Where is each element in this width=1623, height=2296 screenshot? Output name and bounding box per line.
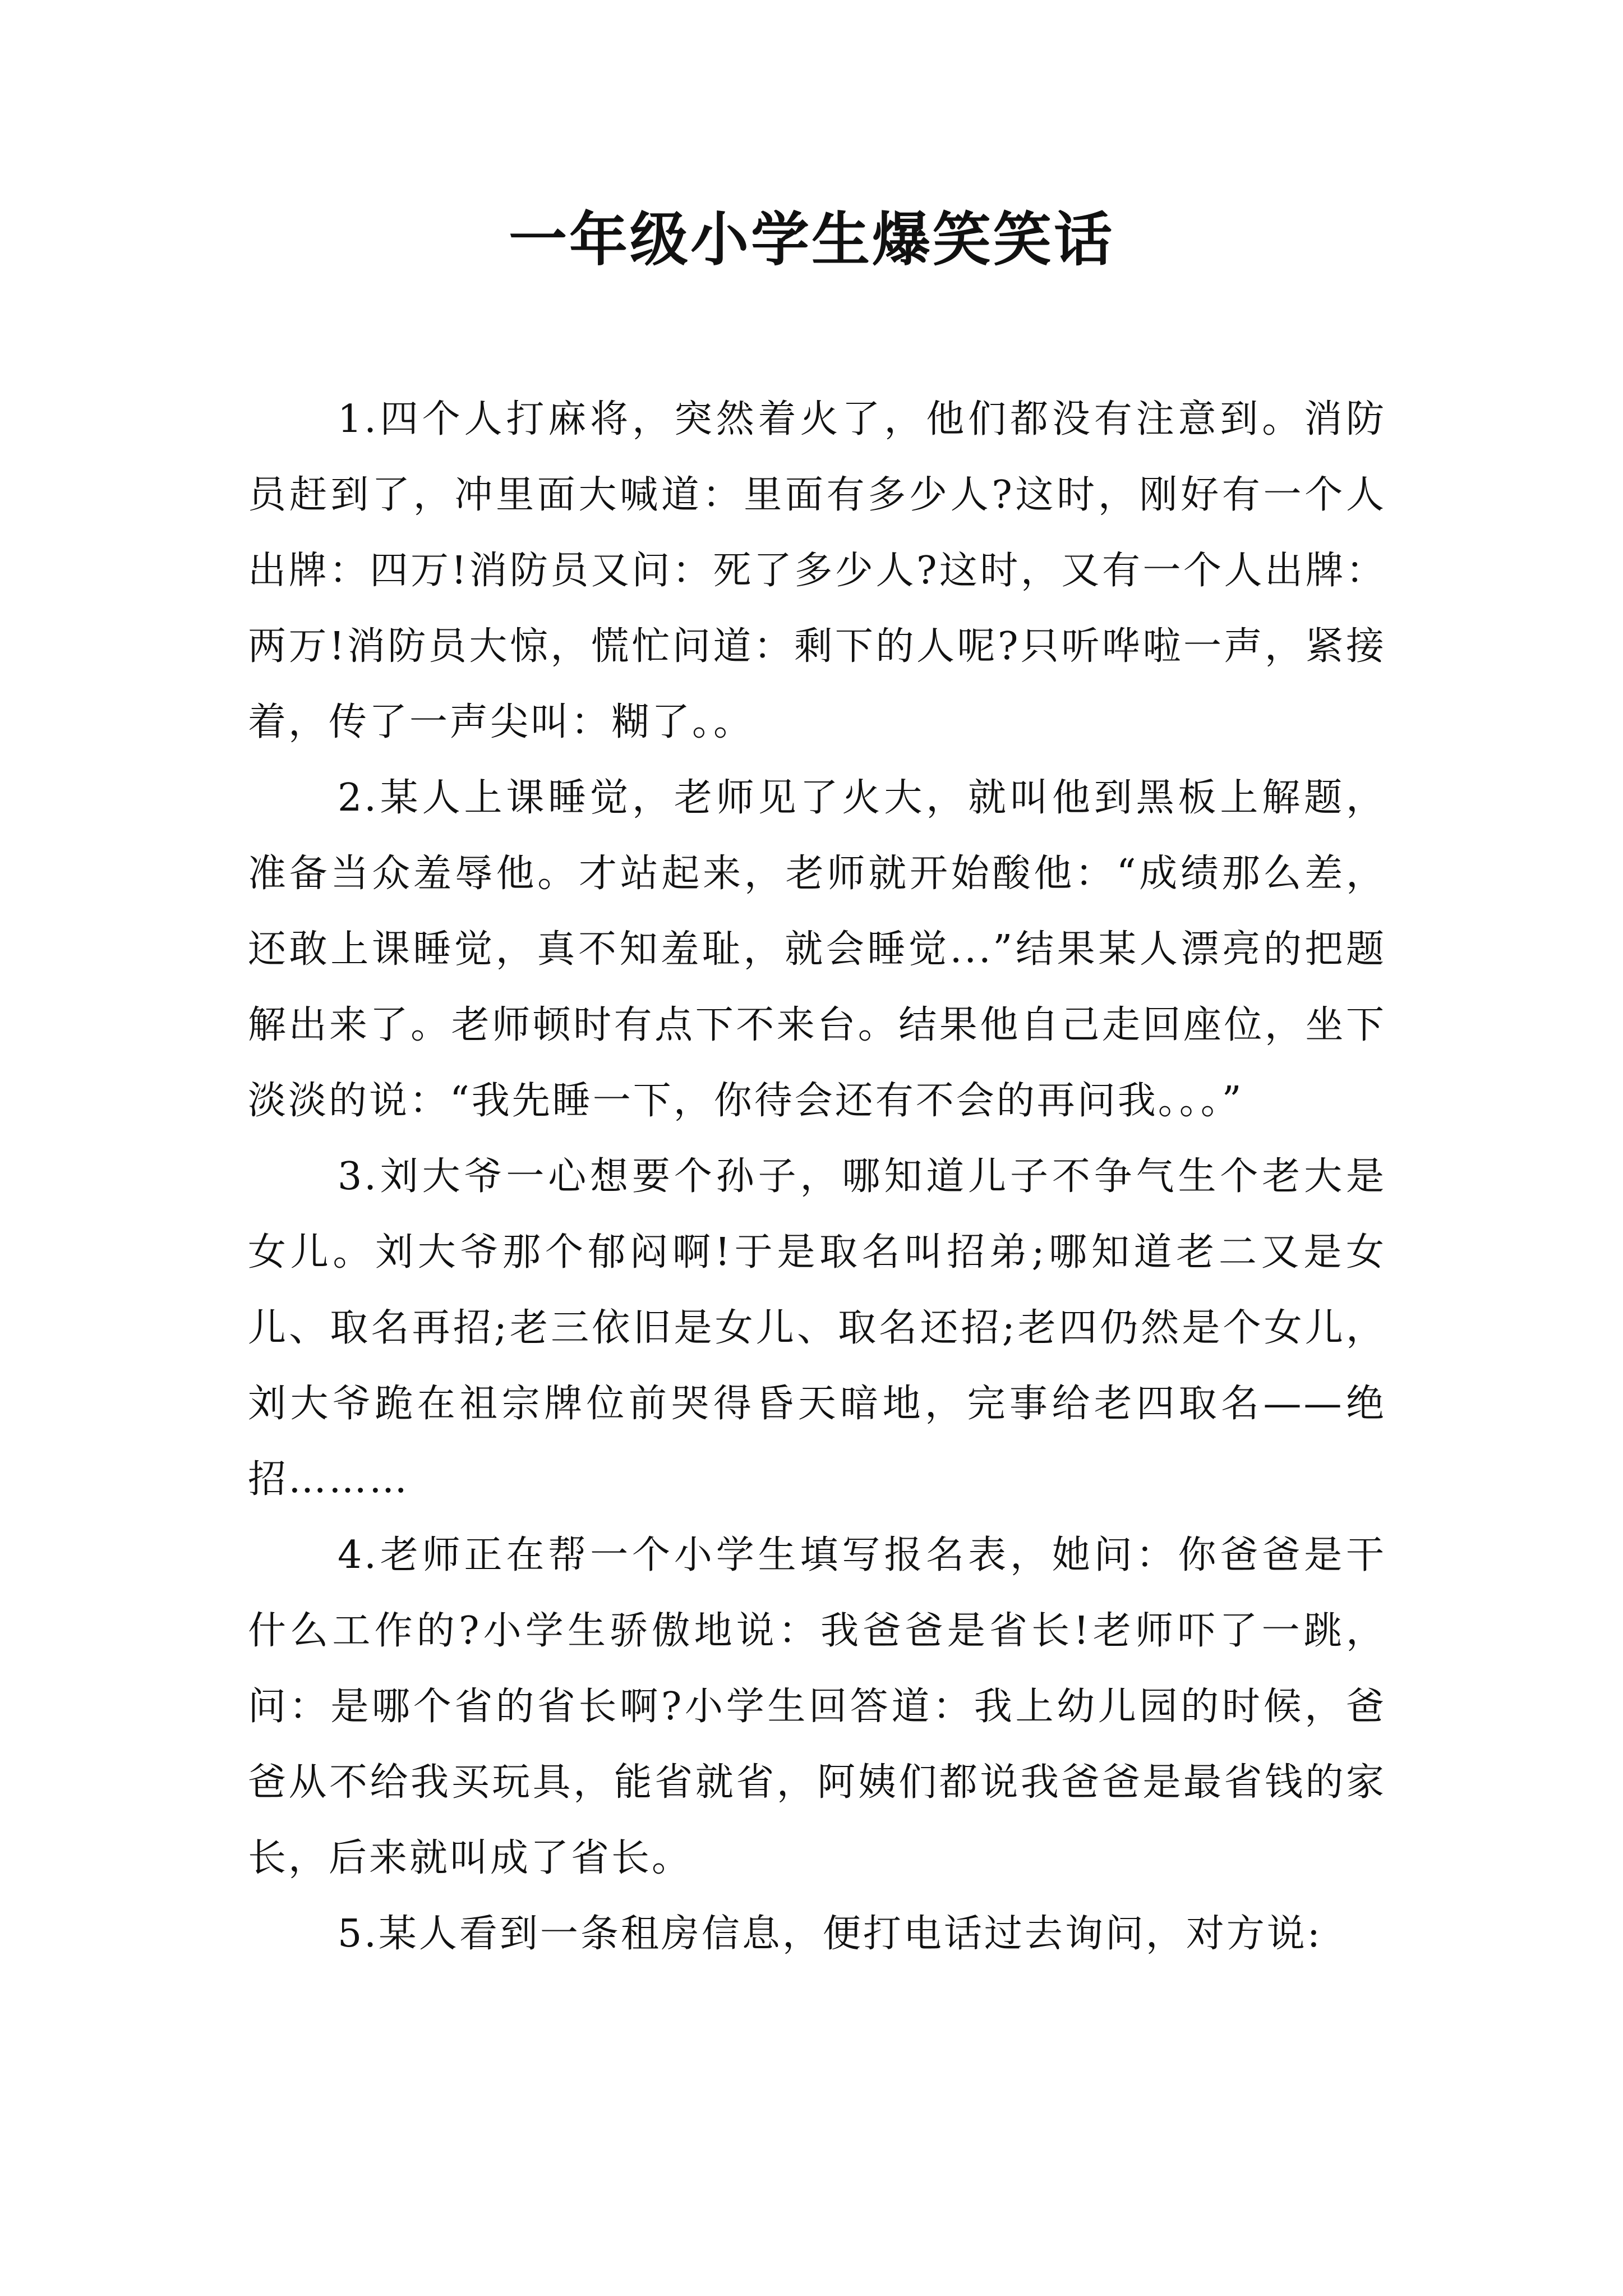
paragraph-joke-4: 4.老师正在帮一个小学生填写报名表，她问：你爸爸是干什么工作的?小学生骄傲地说：我爸爸是省长!老师吓了一跳，问：是哪个省的省长啊?小学生回答道：我上幼儿园的时候，爸爸从不给我买玩具，能省就省，阿姨们都说我爸爸是最省钱的家长，后来就叫成了省长。: [248, 1533, 1386, 1880]
document-body: [248, 381, 1386, 1972]
paragraph-joke-2: 2.某人上课睡觉，老师见了火大，就叫他到黑板上解题，准备当众羞辱他。才站起来，老师就开始酸他：“成绩那么差，还敢上课睡觉，真不知羞耻，就会睡觉...”结果某人漂亮的把题解出来了。老师顿时有点下不来台。结果他自己走回座位，坐下淡淡的说：“我先睡一下，你待会还有不会的再问我。。。”: [248, 776, 1386, 1123]
paragraph-joke-3: 3.刘大爷一心想要个孙子，哪知道儿子不争气生个老大是女儿。刘大爷那个郁闷啊!于是取名叫招弟;哪知道老二又是女儿、取名再招;老三依旧是女儿、取名还招;老四仍然是个女儿，刘大爷跪在祖宗牌位前哭得昏天暗地，完事给老四取名——绝招………: [248, 1154, 1386, 1502]
document-title: 一年级小学生爆笑笑话: [508, 205, 1114, 274]
paragraph-joke-5: 5.某人看到一条租房信息，便打电话过去询问，对方说:: [338, 1912, 1322, 1956]
paragraph-joke-1: 1.四个人打麻将，突然着火了，他们都没有注意到。消防员赶到了，冲里面大喊道：里面有多少人?这时，刚好有一个人出牌：四万!消防员又问：死了多少人?这时，又有一个人出牌：两万!消防员大惊，慌忙问道：剩下的人呢?只听哗啦一声，紧接着，传了一声尖叫：糊了。。: [248, 397, 1386, 744]
